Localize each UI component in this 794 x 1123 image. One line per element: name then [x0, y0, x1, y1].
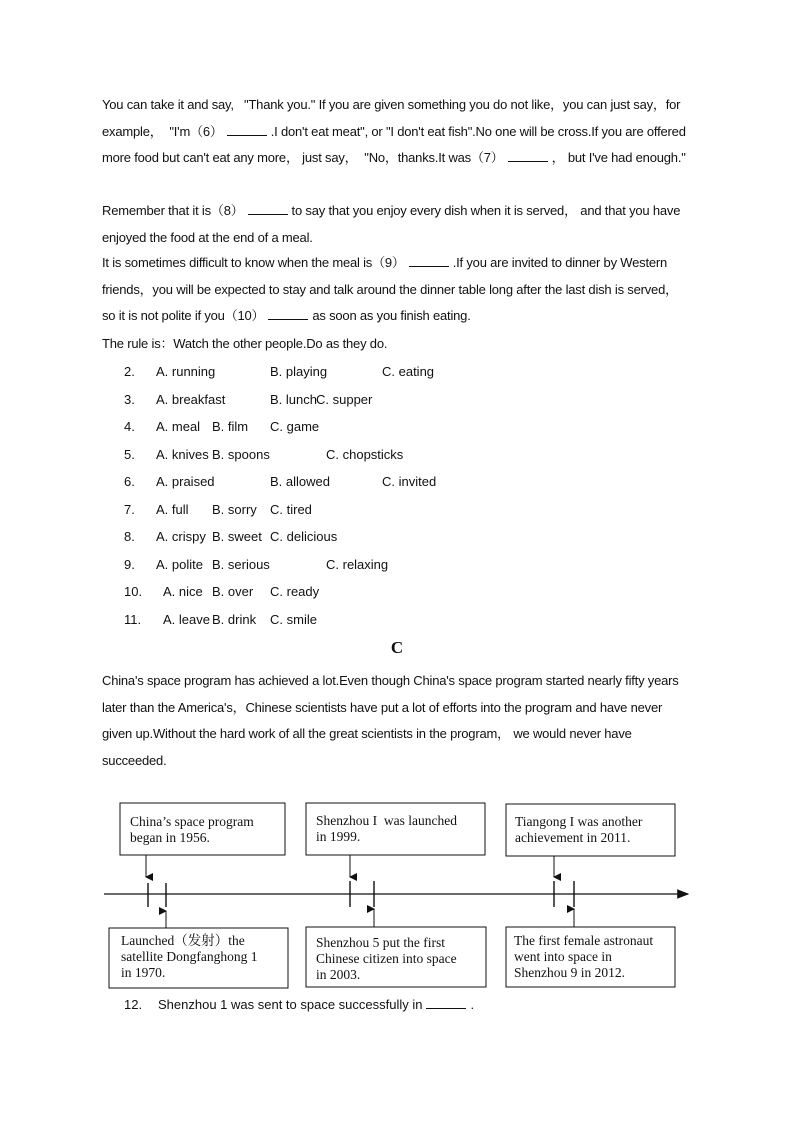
question-number: 9.	[124, 556, 135, 572]
event-text: Tiangong I was another	[515, 814, 643, 829]
event-text: in 1970.	[121, 965, 166, 980]
passage-paragraph-4: The rule is：Watch the other people.Do as they do.	[102, 336, 388, 351]
passage-text: to say that you enjoy every dish when it is served， and that you have enjoyed the food at the end of a meal.	[102, 203, 681, 245]
option-row-8	[124, 523, 544, 551]
option-b[interactable]: B. playing	[270, 364, 328, 379]
option-c[interactable]: C. smile	[270, 611, 317, 627]
option-b[interactable]: B. drink	[212, 611, 257, 627]
option-c[interactable]: C. eating	[382, 364, 435, 379]
event-text: achievement in 2011.	[515, 830, 631, 845]
option-c[interactable]: C. game	[270, 419, 320, 434]
question-number: 5.	[124, 446, 135, 462]
question-number: 2.	[124, 364, 135, 379]
event-text: Chinese citizen into space	[316, 951, 457, 966]
question-number: 7.	[124, 501, 135, 517]
option-a[interactable]: A. crispy	[156, 529, 206, 544]
event-text: began in 1956.	[130, 830, 210, 845]
passage-paragraph-2	[102, 198, 694, 251]
option-row-4	[124, 413, 544, 441]
option-b[interactable]: B. serious	[212, 556, 270, 572]
option-row-5	[124, 441, 544, 469]
question-text: Shenzhou 1 was sent to space successfully in	[158, 997, 423, 1012]
event-text: Launched（发射）the	[121, 933, 245, 948]
event-text: Shenzhou I was launched	[316, 813, 457, 828]
event-box-2011	[506, 804, 675, 877]
event-text: Shenzhou 5 put the first	[316, 935, 445, 950]
option-a[interactable]: A. leave	[163, 611, 210, 627]
passage-text: ， but I've had enough."	[551, 150, 686, 165]
option-c[interactable]: C. tired	[270, 501, 312, 517]
question-number: 8.	[124, 529, 135, 544]
option-row-3	[124, 386, 544, 414]
option-b[interactable]: B. lunch	[270, 391, 317, 407]
timeline-diagram	[0, 795, 794, 995]
answer-blank-10[interactable]	[268, 307, 308, 320]
question-number: 12.	[124, 997, 143, 1012]
passage-paragraph-3	[102, 250, 694, 330]
event-box-1970	[109, 911, 288, 988]
option-row-11	[124, 606, 544, 634]
passage-paragraph-1	[102, 92, 694, 172]
option-c[interactable]: C. relaxing	[326, 556, 389, 572]
option-a[interactable]: A. breakfast	[156, 391, 226, 407]
passage-text: as soon as you finish eating.	[312, 308, 471, 323]
answer-blank-6[interactable]	[227, 123, 267, 136]
option-c[interactable]: C. invited	[382, 474, 437, 489]
option-row-10	[124, 578, 544, 606]
event-text: satellite Dongfanghong 1	[121, 949, 258, 964]
section-title: C	[390, 638, 404, 657]
answer-blank-12[interactable]	[426, 996, 466, 1009]
event-text: went into space in	[514, 949, 612, 964]
passage-text: You can take it and say, "Thank you." If you are given something you do not like，you can just say，for example， "I'm（6）	[102, 97, 681, 139]
event-text: China’s space program	[130, 814, 254, 829]
event-box-1956	[120, 803, 285, 877]
passage-text: Remember that it is（8）	[102, 203, 244, 218]
question-number: 11.	[124, 611, 142, 627]
question-number: 10.	[124, 584, 143, 599]
option-c[interactable]: C. delicious	[270, 529, 338, 544]
question-12	[124, 996, 474, 1012]
options-list	[124, 358, 544, 633]
answer-blank-7[interactable]	[508, 149, 548, 162]
option-row-9	[124, 551, 544, 579]
option-row-7	[124, 496, 544, 524]
option-c[interactable]: C. chopsticks	[326, 446, 404, 462]
event-box-1999	[306, 803, 485, 877]
passage-text: .I don't eat meat", or "I don't eat fish".No one will be cross.If you are offered more food but can't eat any more， just say， "No，thanks.It was（7）	[102, 123, 686, 165]
option-b[interactable]: B. over	[212, 584, 254, 599]
option-b[interactable]: B. sorry	[212, 501, 257, 517]
answer-blank-8[interactable]	[248, 202, 288, 215]
option-b[interactable]: B. film	[212, 419, 249, 434]
event-box-2012	[506, 909, 675, 987]
option-c[interactable]: C. ready	[270, 584, 320, 599]
question-number: 4.	[124, 419, 135, 434]
option-a[interactable]: A. knives	[156, 446, 209, 462]
event-text: in 2003.	[316, 967, 361, 982]
option-a[interactable]: A. praised	[156, 474, 215, 489]
option-row-2	[124, 358, 544, 386]
option-a[interactable]: A. nice	[163, 584, 203, 599]
passage-text: It is sometimes difficult to know when the meal is（9）	[102, 255, 405, 270]
option-a[interactable]: A. polite	[156, 556, 203, 572]
question-number: 6.	[124, 474, 135, 489]
option-b[interactable]: B. sweet	[212, 529, 262, 544]
answer-blank-9[interactable]	[409, 254, 449, 267]
passage-text: .If you are invited to dinner by Western friends，you will be expected to stay and talk around the dinner table long after the last dish is served， so it is not polite if you（10）	[102, 255, 678, 323]
question-end: .	[470, 997, 475, 1012]
option-b[interactable]: B. spoons	[212, 446, 270, 462]
event-text: The first female astronaut	[514, 933, 654, 948]
section-c-paragraph: China's space program has achieved a lot.Even though China's space program started nearly fifty years later than the America's，Chinese scientists have put a lot of efforts into the program and have never given up.Without the hard work of all the great scientists in the program， we would never have succeeded.	[102, 673, 679, 768]
option-a[interactable]: A. full	[156, 501, 189, 517]
event-text: in 1999.	[316, 829, 361, 844]
question-number: 3.	[124, 391, 135, 407]
option-b[interactable]: B. allowed	[270, 474, 330, 489]
event-text: Shenzhou 9 in 2012.	[514, 965, 625, 980]
option-row-6	[124, 468, 544, 496]
option-c[interactable]: C. supper	[316, 391, 373, 407]
option-a[interactable]: A. meal	[156, 419, 201, 434]
option-a[interactable]: A. running	[156, 364, 216, 379]
event-box-2003	[306, 909, 486, 987]
